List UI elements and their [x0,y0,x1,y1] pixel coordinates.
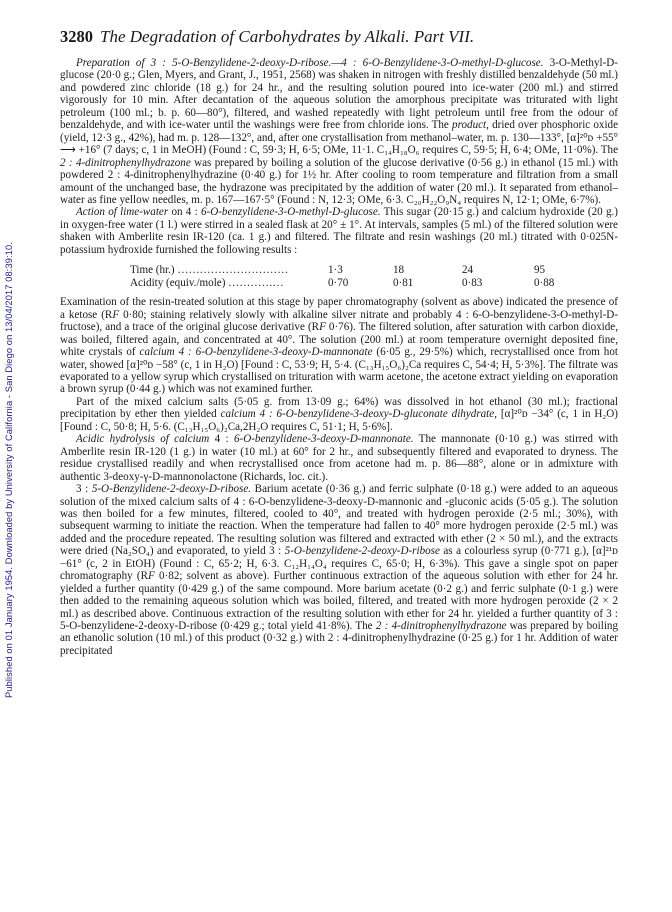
table-cell: 95 [534,264,546,277]
page-number: 3280 [60,27,93,46]
text-run: F [148,570,155,583]
paragraph-mixed-calcium-salts [60,396,618,433]
text-run: was prepared by boiling a solution of the glucose derivative (0·56 g.) in ethanol (15 ml.) with powdered 2 : 4-dinitrophenylhydrazine (0·40 g.) for 1½ hr. After cooling to room temperature and filtration from a small amount of the unchanged base, the hydrazone was precipitated by the addition of water (20 ml.). It separated from ethanol–water as fine yellow needles, m. p. 167—167·5° (Found : N, 12·3; OMe, 6·3. C₂₀H₂₂O₉N₄ requires N, 12·1; OMe, 6·7%). [60,156,618,206]
text-run: was prepared by boiling an ethanolic solution (10 ml.) of this product (0·32 g.) with 2 : 4-dinitrophenylhydrazine (0·25 g.) for 1 hr. Addition of water precipitated [60,620,619,657]
page-header [60,27,620,49]
text-run: 2 : 4-dinitrophenylhydrazone [60,156,191,169]
table-cell: 1·3 [328,264,343,277]
text-run: , dried over phosphoric oxide (yield, 12·3 g., 42%), had m. p. 128—132°, and, after one crystallisation from methanol–water, m. p. 130—133°, [α]²⁰ᴅ +55° ⟶ +16° (7 days; c, 1 in MeOH) (Found : C, 59·3; H, 6·5; OMe, 11·1. C₁₄H₁₈O₆ requires C, 59·5; H, 6·4; OMe, 11·0%). The [60,119,619,157]
text-run: calcium 4 : 6-O-benzylidene-3-deoxy-D-mannonate [139,346,373,359]
table-cell: 0·88 [534,277,555,290]
paragraph-chromatography [60,296,618,396]
paragraph-preparation [60,57,618,206]
table-cell: 18 [393,264,405,277]
text-run: Examination of the resin-treated solution at this stage by paper chromatography (solvent as above) indicated the presence of a ketose (R [60,296,618,321]
download-notice: Published on 01 January 1954. Downloaded by University of California - San Diego on 13/04/2017 08:39:10. [4,242,14,698]
table-cell: 0·70 [328,277,349,290]
text-run: 0·76). The filtered solution, after saturation with carbon dioxide, was boiled, filtered again, and concentrated at 40°. The solution (200 ml.) at room temperature overnight deposited fine, white crystals of [60,321,618,359]
text-run: 0·80; staining relatively slowly with alkaline silver nitrate and probably 4 : 6-O-benzylidene-3-O-methyl-D-fructose), and a trace of the original glucose derivative (R [60,308,619,334]
table-cell: 24 [462,264,474,277]
text-run: 2 : 4-dinitrophenylhydrazone [375,620,507,633]
text-run: 4 : [209,433,234,446]
table-row-label: Acidity (equiv./mole) …………… [130,277,284,290]
text-run: , [α]²⁰ᴅ −34° (c, 1 in H₂O) [Found : C, 50·8; H, 5·6. (C₁₃H₁₅O₆)₂Ca,2H₂O requires C, 51·1; H, 5·6%]. [60,408,618,433]
text-run: 3-O-Methyl-D-glucose (20·0 g.; Glen, Myers, and Grant, J., 1951, 2568) was shaken in nitrogen with freshly distilled benzaldehyde (50 ml.) and powdered zinc chloride (18 g.) for 24 hr., and the resulting solution poured into ice-water (200 ml.) and stirred vigorously for 10 min. After decantation of the aqueous solution the amorphous precipitate was triturated with light petroleum (100 ml.; b. p. 60—80°), filtered, and washed repeatedly with light petroleum until free from the odour of benzaldehyde, and with ice-water until the washings were free from chloride ions. The [60,57,618,132]
table-row-label: Time (hr.) ………………………… [130,264,289,277]
text-run: Action of lime-water [76,206,169,219]
text-run: F [112,308,120,321]
table-row [60,264,618,277]
table-cell: 0·81 [393,277,414,290]
text-run: Part of the mixed calcium salts (5·05 g. from 13·09 g.; 64%) was dissolved in hot ethanol (30 ml.); fractional precipitation by ether then yielded [60,395,618,421]
text-run: on 4 : [168,206,201,219]
article-body [60,57,618,657]
text-run: Acidic hydrolysis of calcium [76,433,210,446]
text-run: The mannonate (0·10 g.) was stirred with Amberlite resin IR-120 (1 g.) in water (10 ml.) at 60° for 2 hr., and subsequently filtered and evaporated to dryness. The residue crystallised readily and when recrystallised once from acetone had m. p. 86—88°, alone or in admixture with authentic 3-deoxy-γ-D-mannonolactone (Richards, loc. cit.). [60,433,618,483]
paragraph-deoxy-ribose [60,483,618,657]
paragraph-lime-water [60,206,618,256]
text-run: (6·05 g., 29·5%) which, recrystallised once from hot water, showed [α]²⁰ᴅ −58° (c, 1 in H₂O) [Found : C, 53·9; H, 5·4. (C₁₃H₁₅O₆)₂Ca requires C, 54·4; H, 5·3%]. The filtrate was evaporated to a yellow syrup which crystallised on trituration with warm acetone, the acetone extract yielding on evaporation a brown syrup (0·44 g.) which was not examined further. [60,346,618,396]
text-run: 3 : [76,483,92,496]
text-run: 5-O-benzylidene-2-deoxy-D-ribose [284,545,440,558]
text-run: 0·82; solvent as above). Further continuous extraction of the aqueous solution with ether for 24 hr. yielded a further quantity (0·429 g.) of the same compound. More barium acetate (0·2 g.) and ferric sulphate (0·1 g.) were then added to the remaining aqueous solution which was boiled, filtered, and treated with more hydrogen peroxide (2 × 2 ml.) as described above. Continuous extraction of the resulting solution with ether for 24 hr. yielded a further quantity of 3 : 5-O-benzylidene-2-deoxy-D-ribose (0·429 g.; total yield 41·8%). The [60,570,618,633]
table-cell: 0·83 [462,277,483,290]
text-run: as a colourless syrup (0·771 g.), [α]²¹ᴅ −61° (c, 2 in EtOH) (Found : C, 65·2; H, 6·3. C₁₂H₁₄O₄ requires C, 65·0; H, 6·3%). This gave a single spot on paper chromatography (R [60,545,618,583]
text-run: calcium 4 : 6-O-benzylidene-3-deoxy-D-gluconate dihydrate [220,408,495,421]
text-run: Preparation of 3 : 5-O-Benzylidene-2-deoxy-D-ribose.—4 : 6-O-Benzylidene-3-O-methyl-D-glucose. [76,57,544,69]
text-run: Barium acetate (0·36 g.) and ferric sulphate (0·18 g.) were added to an aqueous solution of the mixed calcium salts of 4 : 6-O-benzylidene-3-deoxy-D-mannonic and -gluconic acids (5·05 g.). The solution was then boiled for a few minutes, filtered, cooled to 40°, and treated with hydrogen peroxide (2·5 ml.; 30%), with subsequent warming to initiate the reaction. When the temperature had fallen to 40° more hydrogen peroxide (2·5 ml.) was added and the procedure repeated. The resulting solution was filtered and extracted with ether (2 × 50 ml.), and the extracts were dried (Na₂SO₄) and evaporated, to yield 3 : [60,483,618,558]
text-run: 6-O-benzylidene-3-deoxy-D-mannonate. [233,433,414,446]
text-run: F [319,321,326,334]
acidity-table [60,264,618,290]
table-row [60,277,618,290]
running-title: The Degradation of Carbohydrates by Alkali. Part VII. [100,27,475,46]
text-run: This sugar (20·15 g.) and calcium hydroxide (20 g.) in oxygen-free water (1 l.) were stirred in a sealed flask at 20° ± 1°. At intervals, samples (5 ml.) of the filtered solution were shaken with Amberlite resin IR-120 (ca. 1 g.) and filtered. The filtrate and resin washings (20 ml.) titrated with 0·025N-potassium hydroxide furnished the following results : [60,206,618,256]
text-run: 6-O-benzylidene-3-O-methyl-D-glucose. [200,206,381,219]
text-run: product [452,119,487,132]
text-run: 5-O-Benzylidene-2-deoxy-D-ribose. [91,483,252,496]
paragraph-acidic-hydrolysis [60,433,618,483]
